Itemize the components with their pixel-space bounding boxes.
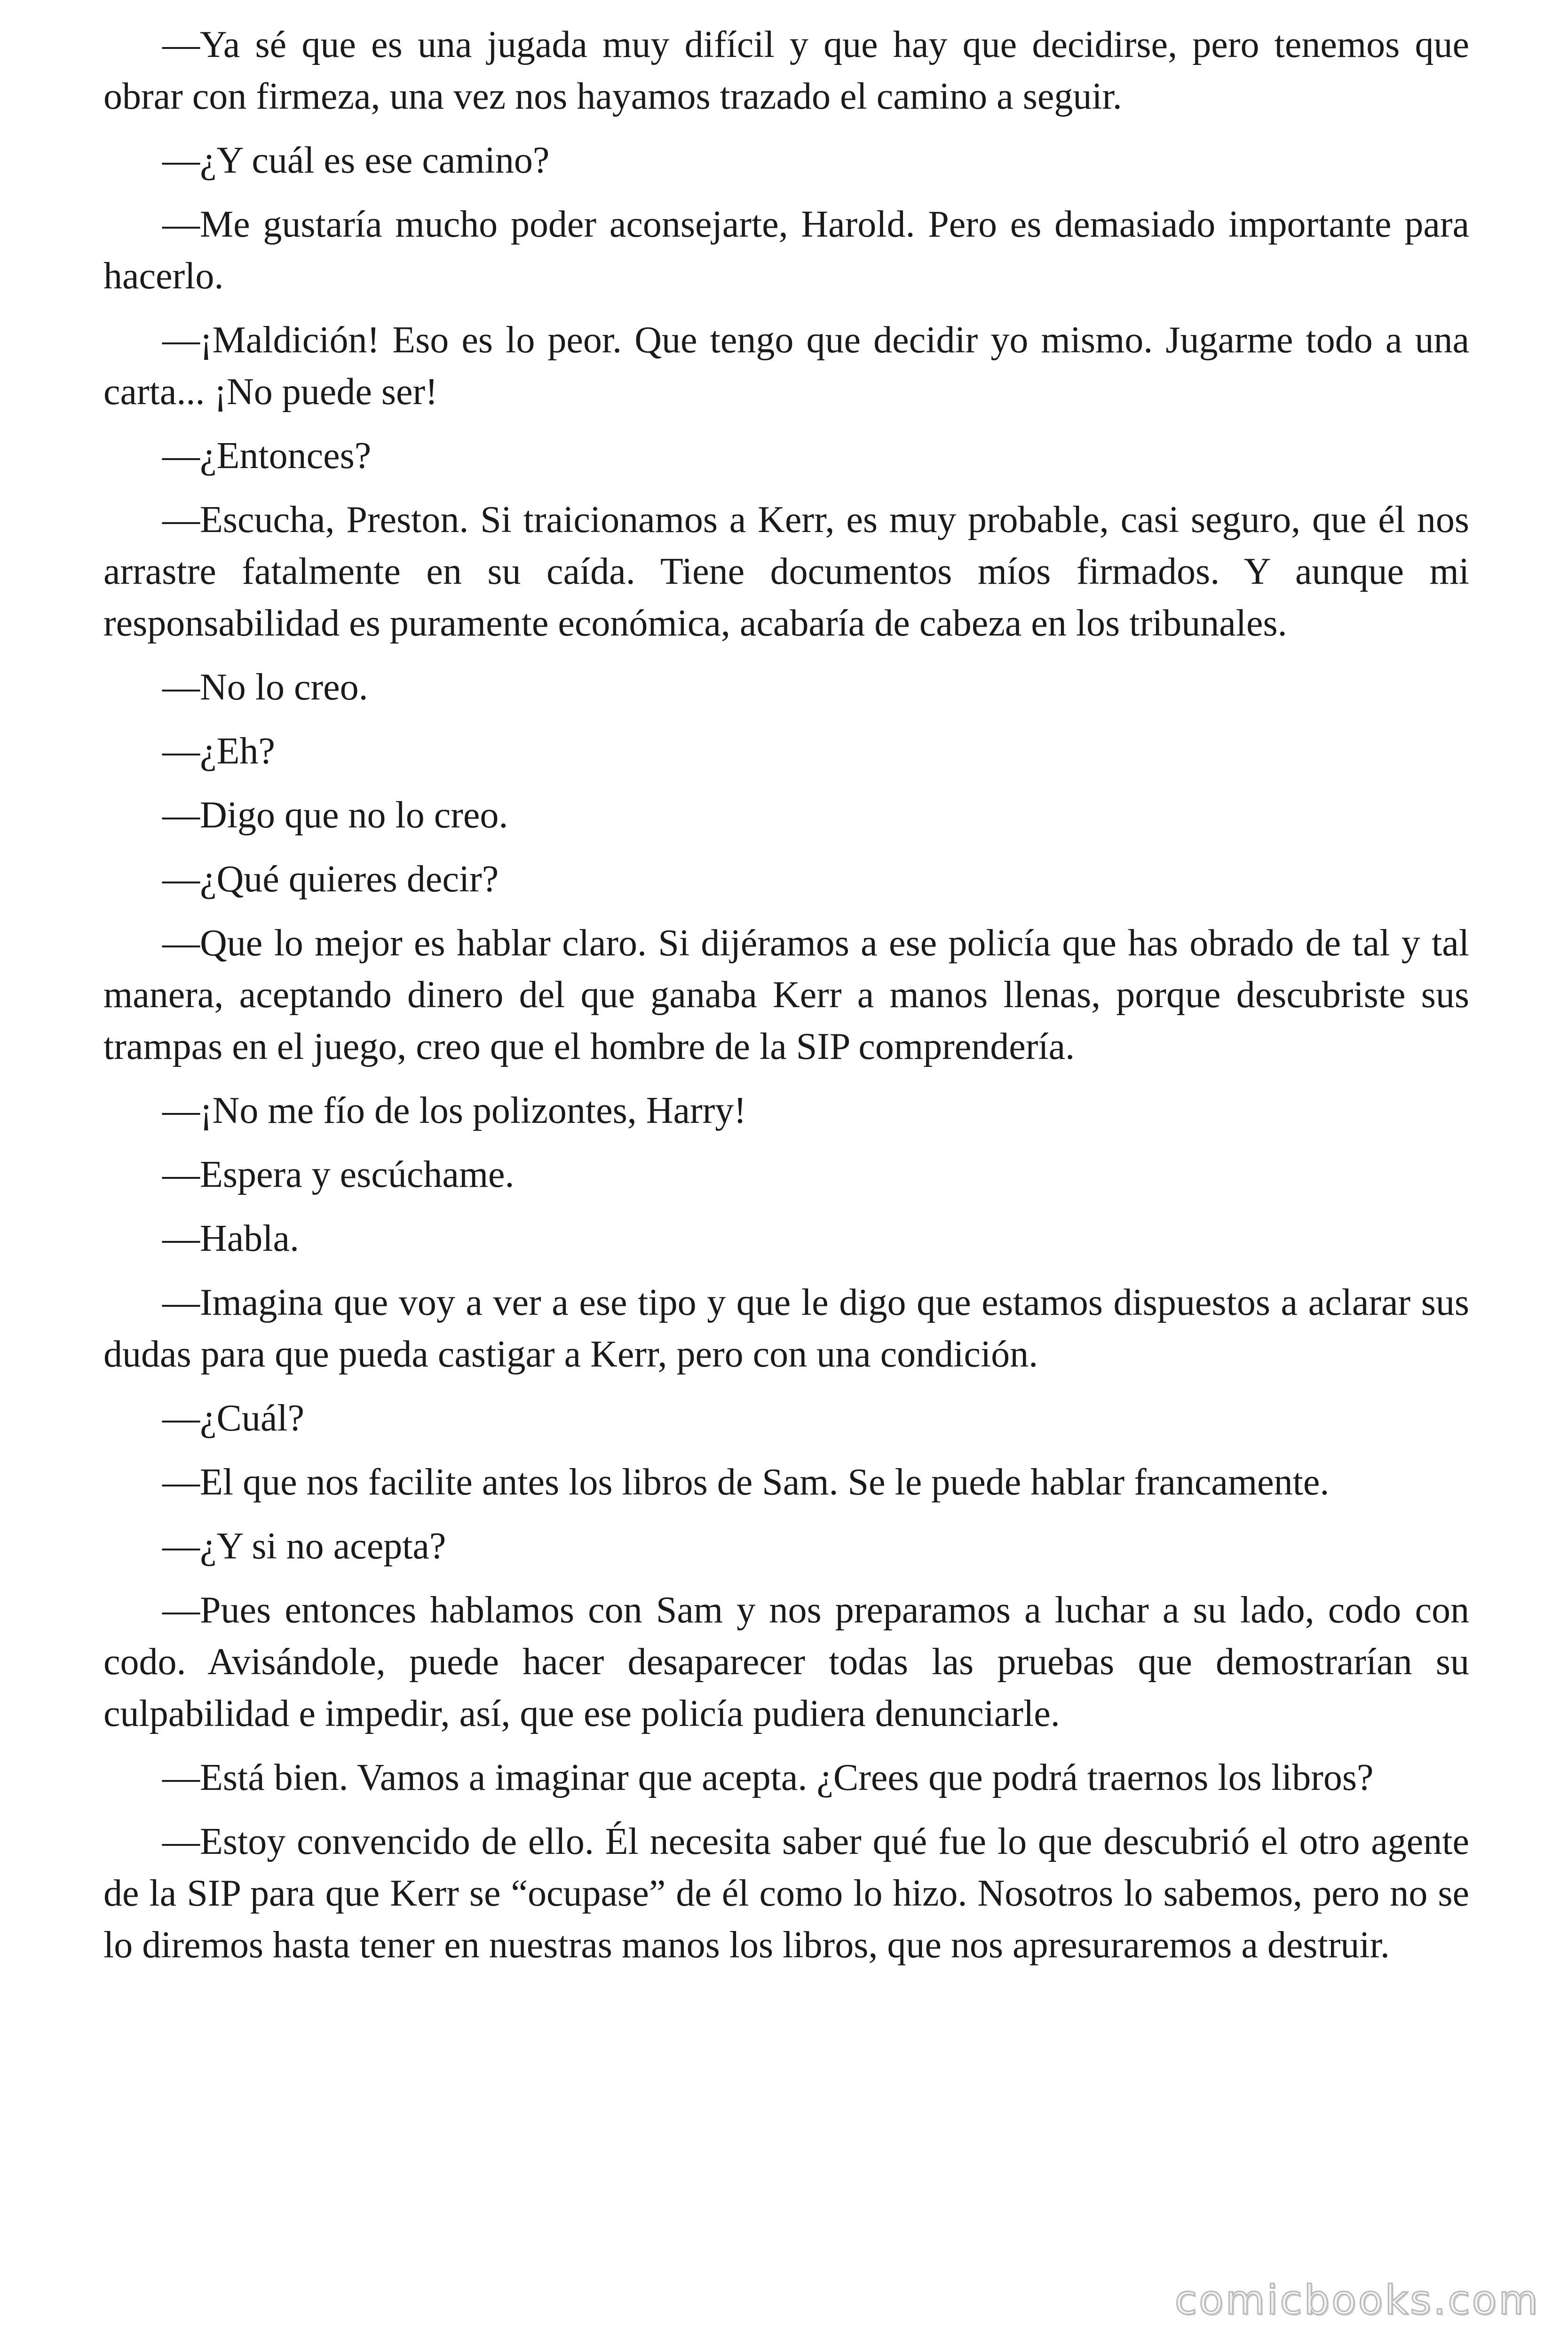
paragraph-1: —Ya sé que es una jugada muy difícil y que hay que decidirse, pero tenemos que obrar con firmeza, una vez nos hayamos trazado el camino a seguir. (103, 24, 1469, 117)
paragraph-17: —El que nos facilite antes los libros de Sam. Se le puede hablar francamente. (162, 1462, 1330, 1503)
paragraph-19: —Pues entonces hablamos con Sam y nos preparamos a luchar a su lado, codo con codo. Avisándole, puede hacer desaparecer todas las pruebas que demostrarían su culpabilidad e impedir, así, que ese policía pudiera denunciarle. (103, 1589, 1469, 1734)
paragraph-15: —Imagina que voy a ver a ese tipo y que le digo que estamos dispuestos a aclarar sus dudas para que pueda castigar a Kerr, pero con una condición. (103, 1282, 1469, 1375)
paragraph-9: —Digo que no lo creo. (162, 795, 508, 836)
paragraph-7: —No lo creo. (162, 667, 368, 708)
paragraph-3: —Me gustaría mucho poder aconsejarte, Harold. Pero es demasiado importante para hacerlo. (103, 204, 1469, 297)
paragraph-18: —¿Y si no acepta? (162, 1526, 446, 1567)
paragraph-14: —Habla. (162, 1218, 300, 1259)
paragraph-12: —¡No me fío de los polizontes, Harry! (162, 1090, 746, 1131)
paragraph-4: —¡Maldición! Eso es lo peor. Que tengo que decidir yo mismo. Jugarme todo a una carta... ¡No puede ser! (103, 319, 1469, 413)
paragraph-2: —¿Y cuál es ese camino? (162, 140, 550, 181)
paragraph-6: —Escucha, Preston. Si traicionamos a Kerr, es muy probable, casi seguro, que él nos arrastre fatalmente en su caída. Tiene documentos míos firmados. Y aunque mi responsabilidad es puramente económica, acabaría de cabeza en los tribunales. (103, 499, 1469, 644)
paragraph-10: —¿Qué quieres decir? (162, 858, 499, 900)
paragraph-11: —Que lo mejor es hablar claro. Si dijéramos a ese policía que has obrado de tal y tal manera, aceptando dinero del que ganaba Kerr a manos llenas, porque descubriste sus trampas en el juego, creo que el hombre de la SIP comprendería. (103, 922, 1469, 1067)
paragraph-21: —Estoy convencido de ello. Él necesita saber qué fue lo que descubrió el otro agente de la SIP para que Kerr se “ocupase” de él como lo hizo. Nosotros lo sabemos, pero no se lo diremos hasta tener en nuestras manos los libros, que nos apresuraremos a destruir. (103, 1821, 1469, 1966)
paragraph-16: —¿Cuál? (162, 1398, 305, 1439)
paragraph-5: —¿Entonces? (162, 435, 372, 477)
watermark: comicbooks.com (1174, 2277, 1540, 2324)
paragraph-20: —Está bien. Vamos a imaginar que acepta. ¿Crees que podrá traernos los libros? (162, 1757, 1374, 1798)
document-page (103, 19, 1469, 2305)
paragraph-8: —¿Eh? (162, 731, 275, 772)
paragraph-13: —Espera y escúchame. (162, 1154, 515, 1195)
